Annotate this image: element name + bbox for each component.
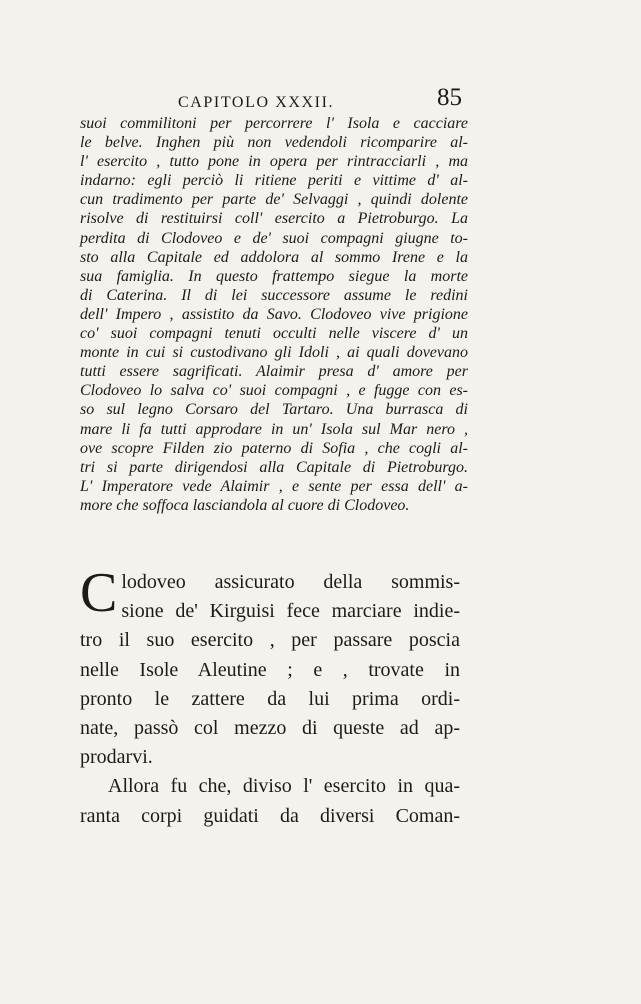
summary-line: Clodoveo lo salva co' suoi compagni , e fugge con es- xyxy=(80,382,468,400)
body-line: lodoveo assicurato della sommis- xyxy=(121,571,460,593)
body-line: pronto le zattere da lui prima ordi- xyxy=(80,687,460,710)
body-line: tro il suo esercito , per passare poscia xyxy=(80,629,460,652)
running-head: CAPITOLO XXXII. xyxy=(178,94,335,111)
page-header xyxy=(80,84,462,116)
summary-line: L' Imperatore vede Alaimir , e sente per essa dell' a- xyxy=(80,477,468,495)
page-number: 85 xyxy=(437,84,462,111)
body-line: nate, passò col mezzo di queste ad ap- xyxy=(80,717,460,740)
summary-line: so sul legno Corsaro del Tartaro. Una burrasca di xyxy=(80,401,468,419)
summary-line: monte in cui si custodivano gli Idoli , ai quali dovevano xyxy=(80,344,468,362)
summary-line: sto alla Capitale ed addolora al sommo Irene e la xyxy=(80,248,468,266)
summary-line: risolve di restituirsi coll' esercito a Pietroburgo. La xyxy=(80,210,468,228)
summary-line: co' suoi compagni tenuti occulti nelle viscere d' un xyxy=(80,325,468,343)
chapter-body xyxy=(80,562,460,831)
summary-line: l' esercito , tutto pone in opera per rintracciarli , ma xyxy=(80,153,468,171)
summary-line: tutti essere sagrificati. Alaimir presa d' amore per xyxy=(80,363,468,381)
summary-line: cun tradimento per parte de' Selvaggi , quindi dolente xyxy=(80,191,468,209)
body-line: nelle Isole Aleutine ; e , trovate in xyxy=(80,658,460,681)
chapter-summary xyxy=(80,114,468,515)
summary-line: le belve. Inghen più non vedendoli ricomparire al- xyxy=(80,134,468,152)
paragraph xyxy=(80,772,460,830)
summary-line: indarno: egli perciò li ritiene periti e vittime d' al- xyxy=(80,172,468,190)
summary-line: ove scopre Filden zio paterno di Sofia , che cogli al- xyxy=(80,439,468,457)
body-line: sione de' Kirguisi fece marciare indie- xyxy=(121,600,460,623)
body-line: Allora fu che, diviso l' esercito in qua- xyxy=(108,775,460,798)
summary-line: sua famiglia. In questo frattempo siegue la morte xyxy=(80,267,468,285)
summary-line: dell' Impero , assistito da Savo. Clodoveo vive prigione xyxy=(80,305,468,323)
summary-line: tri si parte dirigendosi alla Capitale di Pietroburgo. xyxy=(80,458,468,476)
body-line: prodarvi. xyxy=(80,746,153,769)
summary-line: di Caterina. Il di lei successore assume le redini xyxy=(80,286,468,304)
body-line: ranta corpi guidati da diversi Coman- xyxy=(80,804,460,827)
summary-line: more che soffoca lasciandola al cuore di Clodoveo. xyxy=(80,496,410,514)
summary-line: suoi commilitoni per percorrere l' Isola e cacciare xyxy=(80,115,468,132)
drop-cap: C xyxy=(80,562,118,624)
paragraph xyxy=(80,562,460,772)
summary-line: mare li fa tutti approdare in un' Isola sul Mar nero , xyxy=(80,420,468,438)
summary-line: perdita di Clodoveo e de' suoi compagni giugne to- xyxy=(80,229,468,247)
